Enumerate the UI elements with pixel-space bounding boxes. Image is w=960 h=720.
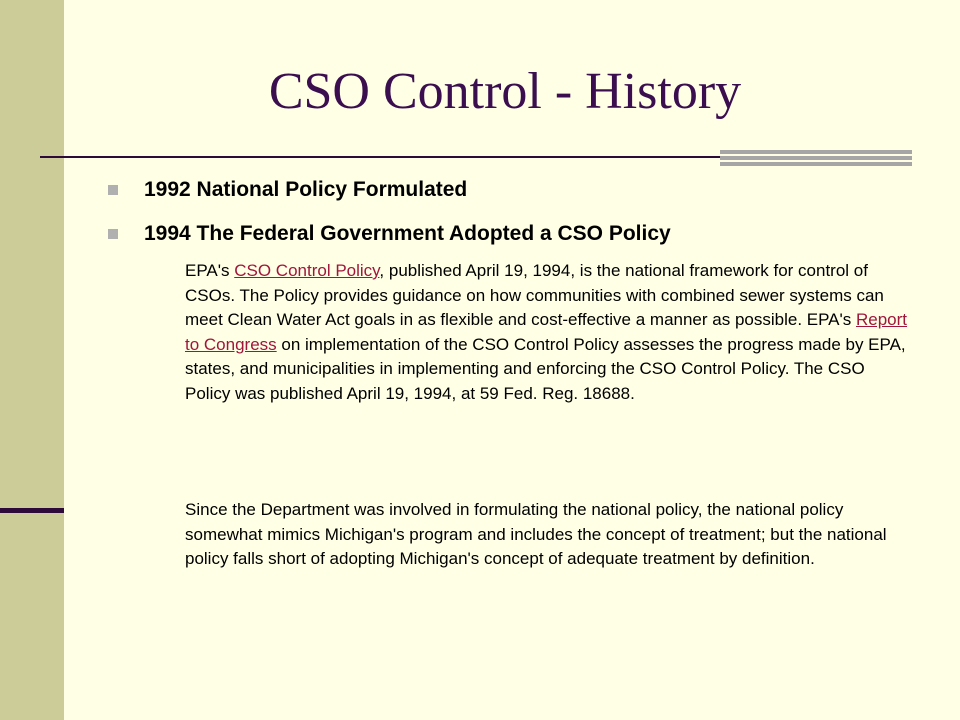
bullet-list <box>108 176 908 264</box>
side-accent-line <box>0 508 64 513</box>
bullet-square-icon <box>108 229 118 239</box>
report-to-congress-link[interactable]: Report to Congress <box>185 310 908 354</box>
paragraph-text: , published April 19, 1994, is the national framework for control of CSOs. The Policy provides guidance on how communities with combined sewer systems can meet Clean Water Act goals in as flexible and cost-effective a manner as possible. EPA's <box>185 261 884 329</box>
bullet-square-icon <box>108 185 118 195</box>
paragraph-text: EPA's <box>185 261 235 280</box>
slide-title: CSO Control - History <box>268 63 742 120</box>
title-divider-accent <box>720 150 912 166</box>
bullet-text: 1994 The Federal Government Adopted a CSO Policy <box>144 222 671 245</box>
paragraph-text: on implementation of the CSO Control Policy assesses the progress made by EPA, states, and municipalities in implementing and enforcing the CSO Control Policy. The CSO Policy was published April 19, 1994, at 59 Fed. Reg. 18688. <box>185 334 906 403</box>
bullet-item <box>108 220 908 264</box>
bullet-item <box>108 176 908 220</box>
cso-control-policy-link[interactable]: CSO Control Policy <box>234 261 380 280</box>
paragraph-michigan: Since the Department was involved in formulating the national policy, the national policy somewhat mimics Michigan's program and includes the concept of treatment; but the national policy falls short of adopting Michigan's concept of adequate treatment by definition. <box>185 500 887 568</box>
paragraph-cso-policy <box>185 259 910 406</box>
bullet-text: 1992 National Policy Formulated <box>144 178 468 201</box>
